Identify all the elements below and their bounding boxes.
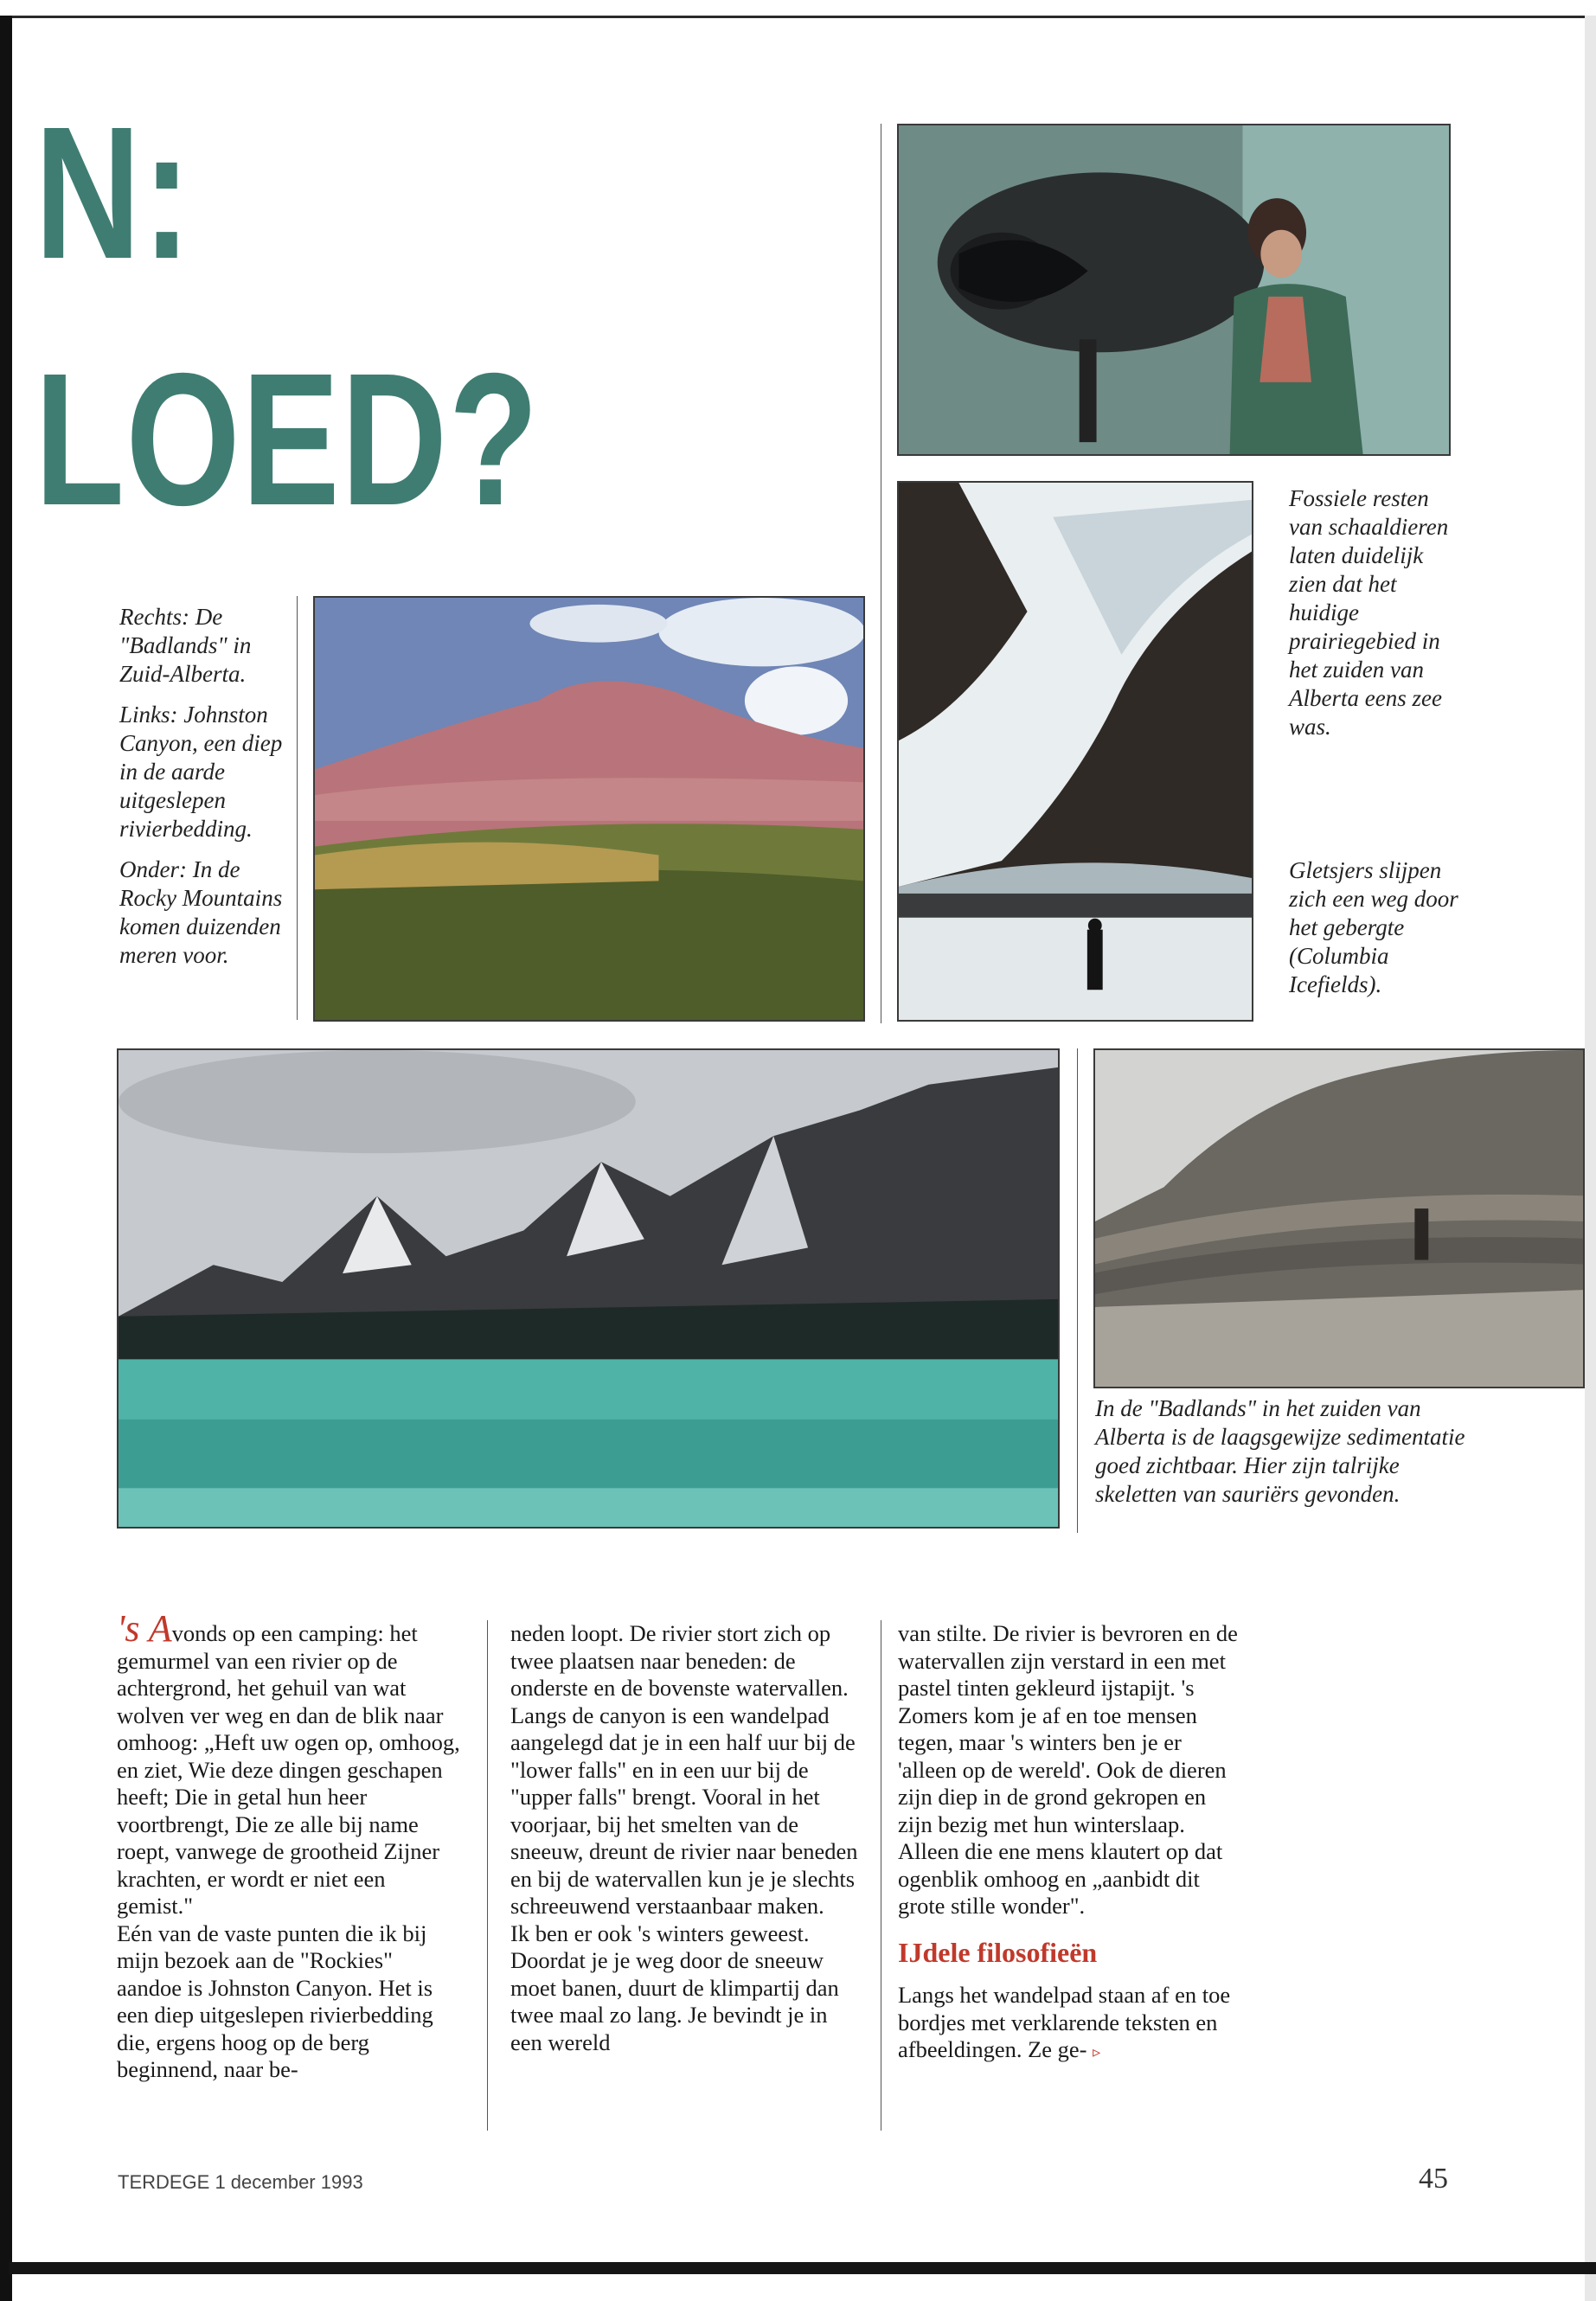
- caption-below-label: Onder: In de Rocky Mountains komen duizenden meren voor.: [119, 856, 283, 968]
- paragraph: 's Avonds op een camping: het gemurmel van een rivier op de achtergrond, het gehuil van wat wolven ver weg en dan de blik naar omhoog: „Heft uw ogen op, omhoog, en ziet, Wie deze dingen geschapen heeft; Die in getal hun heer voortbrengt, Die ze alle bij name roept, vanwege de grootheid Zijner krachten, er wordt er niet een gemist.": [117, 1607, 460, 1919]
- headline-line-1: N:: [35, 88, 193, 298]
- article-column-1: [117, 1607, 463, 2084]
- page-border-left: [0, 16, 12, 2301]
- mountain-lake-photo: [117, 1048, 1060, 1529]
- paragraph: van stilte. De rivier is bevroren en de watervallen zijn verstard in een met pastel tinten gekleurd ijstapijt. 's Zomers kom je af en toe mensen tegen, maar 's winters ben je er 'alleen op de wereld'. Ook de dieren zijn diep in de grond gekropen en zijn bezig met hun winterslaap. Alleen die ene mens klautert op dat ogenblik omhoog en „aanbidt dit grote stille wonder".: [898, 1620, 1238, 1919]
- caption-badlands: In de "Badlands" in het zuiden van Alberta is de laagsgewijze sedimentatie goed zichtbaar. Hier zijn talrijke skeletten van sauriërs gevonden.: [1095, 1395, 1465, 1507]
- caption-rule: [297, 596, 298, 1020]
- page-border-top: [9, 16, 1596, 18]
- paragraph: Eén van de vaste punten die ik bij mijn bezoek aan de "Rockies" aandoe is Johnston Canyon. Het is een diep uitgeslepen rivierbedding die, ergens hoog op de berg beginnend, naar be-: [117, 1920, 433, 2082]
- caption-fossil: Fossiele resten van schaaldieren laten duidelijk zien dat het huidige prairiegebied in het zuiden van Alberta eens zee was.: [1289, 485, 1449, 740]
- publication-info: TERDEGE 1 december 1993: [118, 2171, 363, 2193]
- caption-right-label: Rechts: De "Badlands" in Zuid-Alberta.: [119, 604, 252, 687]
- headline-line-2: LOED?: [35, 335, 541, 545]
- continue-arrow-icon: ▹: [1093, 2043, 1101, 2061]
- column-rule: [1077, 1048, 1078, 1533]
- page-border-right: [1585, 16, 1596, 2301]
- article-column-3: [898, 1620, 1244, 2067]
- badlands-photo: [313, 596, 865, 1022]
- paragraph: Ik ben er ook 's winters geweest. Doordat je je weg door de sneeuw moet banen, duurt de klimpartij dan twee maal zo lang. Je bevindt je in een wereld: [510, 1920, 839, 2055]
- badlands-sediment-photo: [1093, 1048, 1585, 1388]
- page-border-bottom: [9, 2262, 1596, 2274]
- photo-captions-left: [119, 603, 292, 982]
- article-column-2: [510, 1620, 863, 2056]
- paragraph: Langs het wandelpad staan af en toe bordjes met verklarende teksten en afbeeldingen. Ze ge- ▹: [898, 1982, 1231, 2062]
- paragraph: neden loopt. De rivier stort zich op twee plaatsen naar beneden: de onderste en de bovenste watervallen. Langs de canyon is een wandelpad aangelegd dat je in een half uur bij de "lower falls" en in een uur bij de "upper falls" brengt. Vooral in het voorjaar, bij het smelten van de sneeuw, dreunt de rivier naar beneden en bij de watervallen kun je je slechts schreeuwend verstaanbaar maken.: [510, 1620, 858, 1919]
- fossil-fish-photo: [897, 124, 1451, 456]
- section-subheading: IJdele filosofieën: [898, 1936, 1098, 1968]
- glacier-photo: [897, 481, 1253, 1022]
- page-number: 45: [1419, 2163, 1448, 2195]
- column-rule: [487, 1620, 488, 2131]
- drop-cap: 's A: [117, 1607, 172, 1650]
- caption-glacier: Gletsjers slijpen zich een weg door het gebergte (Columbia Icefields).: [1289, 857, 1458, 997]
- caption-left-label: Links: Johnston Canyon, een diep in de aarde uitgeslepen rivierbedding.: [119, 702, 283, 842]
